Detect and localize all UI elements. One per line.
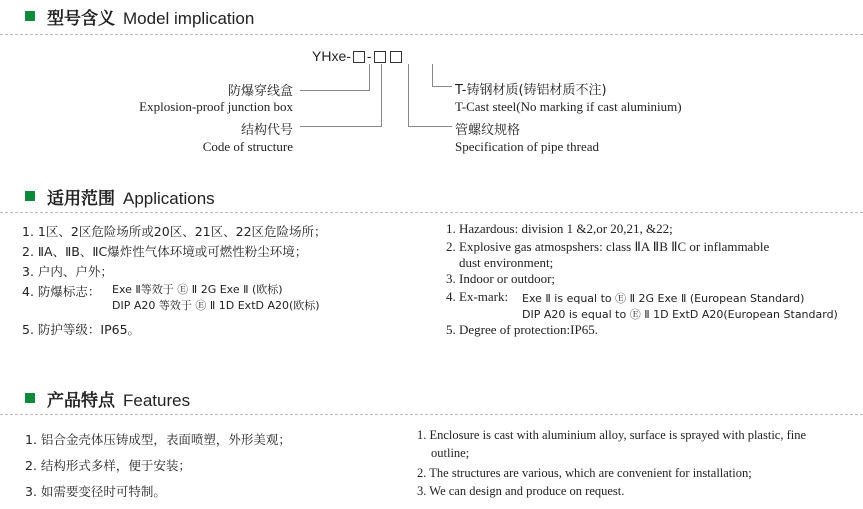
model-code-text: YHxe [312,48,347,64]
section-title-en: Model implication [123,8,255,28]
divider [0,212,863,213]
code-box-2 [374,51,386,63]
code-box-3 [390,51,402,63]
dash: - [366,48,372,64]
section-title-en: Features [123,390,191,410]
connector-line [408,64,409,126]
app-en-mark-line: DIP A20 is equal to Ⓔ Ⅱ 1D ExtD A20(European Standard) [522,308,838,321]
section-title-cn: 产品特点 [47,390,115,411]
feature-en-item: 1. Enclosure is cast with aluminium alloy, surface is sprayed with plastic, fine [417,428,807,442]
connector-line [432,64,433,86]
feature-cn-item: 2. 结构形式多样，便于安装； [25,458,191,473]
label-structure-cn: 结构代号 [240,123,293,138]
connector-line [369,64,370,90]
feature-en-item: 3. We can design and produce on request. [417,484,625,498]
label-material-cn: T-铸钢材质(铸铝材质不注) [455,83,607,98]
app-en-item: dust environment; [459,255,554,270]
app-en-mark-line: Exe Ⅱ is equal to Ⓔ Ⅱ 2G Exe Ⅱ (European Standard) [522,292,805,305]
dash: - [346,48,351,64]
model-code [312,48,404,64]
app-cn-item: 5. 防护等级：IP65。 [22,322,141,337]
section-bullet-icon [25,191,35,201]
app-cn-mark-line: Exe Ⅱ等效于 Ⓔ Ⅱ 2G Exe Ⅱ (欧标) [112,283,283,296]
connector-line [432,86,452,87]
app-en-item: 3. Indoor or outdoor; [446,271,556,286]
feature-cn-item: 3. 如需要变径时可特制。 [25,484,166,499]
section-title [47,4,254,29]
app-cn-item: 1. 1区、2区危险场所或20区、21区、22区危险场所； [22,224,327,239]
section-bullet-icon [25,11,35,21]
section-header-features [25,386,190,410]
app-en-item: 5. Degree of protection:IP65. [446,322,598,337]
section-title-cn: 型号含义 [47,8,115,29]
connector-line [300,126,382,127]
app-en-item: 1. Hazardous: division 1 &2,or 20,21, &22; [446,221,673,236]
app-cn-item: 2. ⅡA、ⅡB、ⅡC爆炸性气体环境或可燃性粉尘环境； [22,244,308,259]
app-en-item: 2. Explosive gas atmospshers: class ⅡA ⅡB ⅡC or inflammable [446,239,770,254]
section-bullet-icon [25,393,35,403]
feature-en-item: 2. The structures are various, which are convenient for installation; [417,466,752,480]
section-title [47,184,215,209]
section-title-cn: 适用范围 [47,188,115,209]
app-en-item: 4. Ex-mark: [446,289,509,304]
code-box-1 [353,51,365,63]
app-cn-mark-line: DIP A20 等效于 Ⓔ Ⅱ 1D ExtD A20(欧标) [112,299,320,312]
section-header-model [25,4,254,28]
label-material-en: T-Cast steel(No marking if cast aluminium) [455,99,682,114]
app-cn-item: 3. 户内、户外； [22,264,113,279]
feature-en-item: outline; [431,446,470,460]
section-header-applications [25,184,215,208]
feature-cn-item: 1. 铝合金壳体压铸成型，表面喷塑，外形美观； [25,432,291,447]
label-junction-box-cn: 防爆穿线盒 [227,84,293,99]
divider [0,414,863,415]
label-junction-box-en: Explosion-proof junction box [139,99,293,114]
connector-line [408,126,452,127]
divider [0,34,863,35]
connector-line [300,90,370,91]
section-title [47,386,190,411]
label-thread-cn: 管螺纹规格 [455,123,521,138]
app-cn-item: 4. 防爆标志： [22,284,101,299]
connector-line [381,64,382,126]
label-structure-en: Code of structure [202,139,293,154]
label-thread-en: Specification of pipe thread [455,139,600,154]
section-title-en: Applications [123,188,215,208]
